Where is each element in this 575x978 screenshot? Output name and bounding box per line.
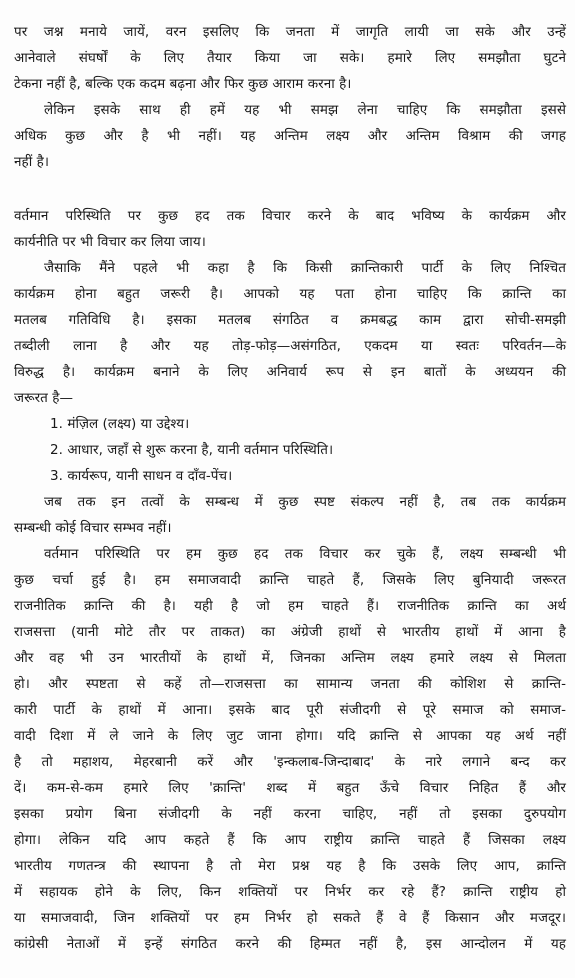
- text-line: जरूरत है—: [14, 390, 74, 406]
- text-line: राजसत्ता (यानी मोटे तौर पर ताकत) का अंग्रेजी हाथों से भारतीय हाथों में आना है: [14, 624, 566, 640]
- text-line: राजनीतिक क्रान्ति की है। यही है जो हम चाहते हैं। राजनीतिक क्रान्ति का अर्थ: [14, 598, 566, 614]
- list-item: 3. कार्यरूप, यानी साधन व दाँव-पेंच।: [50, 468, 233, 484]
- text-line: कांग्रेसी नेताओं में इन्हें संगठित करने की हिम्मत नहीं है, इस आन्दोलन में यह: [14, 936, 566, 952]
- text-line: लेकिन इसके साथ ही हमें यह भी समझ लेना चाहिए कि समझौता इससे: [44, 102, 566, 118]
- text-line: और वह भी उन भारतीयों के हाथों में, जिनका अन्तिम लक्ष्य हमारे लक्ष्य से मिलता: [14, 650, 566, 666]
- text-line: इसका प्रयोग बिना संजीदगी के नहीं करना चाहिए, नहीं तो इसका दुरुपयोग: [14, 806, 566, 822]
- text-line: दें। कम-से-कम हमारे लिए 'क्रान्ति' शब्द में बहुत ऊँचे विचार निहित हैं और: [14, 780, 566, 796]
- text-line: हो। और स्पष्टता से कहें तो—राजसत्ता का सामान्य जनता की कोशिश से क्रान्ति-: [14, 676, 566, 692]
- text-line: वादी दिशा में ले जाने के लिए जुट जाना होगा। यदि क्रान्ति से आपका यह अर्थ नहीं: [14, 728, 566, 744]
- text-line: पर जश्न मनाये जायें, वरन इसलिए कि जनता में जागृति लायी जा सके और उन्हें: [14, 24, 566, 40]
- text-line: कार्यक्रम होना बहुत जरूरी है। आपको यह पता होना चाहिए कि क्रान्ति का: [14, 286, 566, 302]
- text-line: टेकना नहीं है, बल्कि एक कदम बढ़ना और फिर कुछ आराम करना है।: [14, 76, 352, 92]
- text-line: मतलब गतिविधि है। इसका मतलब संगठित व क्रमबद्ध काम द्वारा सोची-समझी: [14, 312, 566, 328]
- text-line: जब तक इन तत्वों के सम्बन्ध में कुछ स्पष्ट संकल्प नहीं है, तब तक कार्यक्रम: [44, 494, 566, 510]
- text-line: में सहायक होने के लिए, किन शक्तियों पर निर्भर कर रहे हैं? क्रान्ति राष्ट्रीय हो: [14, 884, 566, 900]
- text-line: अधिक कुछ और है भी नहीं। यह अन्तिम लक्ष्य और अन्तिम विश्राम की जगह: [14, 128, 566, 144]
- text-line: होगा। लेकिन यदि आप कहते हैं कि आप राष्ट्रीय क्रान्ति चाहते हैं जिसका लक्ष्य: [14, 832, 566, 848]
- text-line: कारी पार्टी के हाथों में आना। इसके बाद पूरी संजीदगी से पूरे समाज को समाज-: [14, 702, 566, 718]
- text-line: वर्तमान परिस्थिति पर कुछ हद तक विचार करने के बाद भविष्य के कार्यक्रम और: [14, 208, 566, 224]
- text-line: नहीं है।: [14, 154, 49, 170]
- list-item: 1. मंज़िल (लक्ष्य) या उद्देश्य।: [50, 416, 190, 432]
- text-line: भारतीय गणतन्त्र की स्थापना है तो मेरा प्रश्न यह है कि उसके लिए आप, क्रान्ति: [14, 858, 566, 874]
- text-line: या समाजवादी, जिन शक्तियों पर हम निर्भर हो सकते हैं वे हैं किसान और मजदूर।: [14, 910, 566, 926]
- text-line: आनेवाले संघर्षों के लिए तैयार किया जा सके। हमारे लिए समझौता घुटने: [14, 50, 566, 66]
- list-item: 2. आधार, जहाँ से शुरू करना है, यानी वर्तमान परिस्थिति।: [50, 442, 334, 458]
- text-line: विरुद्ध है। कार्यक्रम बनाने के लिए अनिवार्य रूप से इन बातों के अध्ययन की: [14, 364, 566, 380]
- text-line: जैसाकि मैंने पहले भी कहा है कि किसी क्रान्तिकारी पार्टी के लिए निश्चित: [44, 260, 566, 276]
- text-line: है तो महाशय, मेहरबानी करें और 'इन्कलाब-जिन्दाबाद' के नारे लगाने बन्द कर: [14, 754, 566, 770]
- text-line: वर्तमान परिस्थिति पर हम कुछ हद तक विचार कर चुके हैं, लक्ष्य सम्बन्धी भी: [44, 546, 566, 562]
- text-line: सम्बन्धी कोई विचार सम्भव नहीं।: [14, 520, 172, 536]
- text-line: तब्दीली लाना है और यह तोड़-फोड़—असंगठित, एकदम या स्वतः परिवर्तन—के: [14, 338, 566, 354]
- text-line: कुछ चर्चा हुई है। हम समाजवादी क्रान्ति चाहते हैं, जिसके लिए बुनियादी जरूरत: [14, 572, 566, 588]
- text-line: कार्यनीति पर भी विचार कर लिया जाय।: [14, 234, 206, 250]
